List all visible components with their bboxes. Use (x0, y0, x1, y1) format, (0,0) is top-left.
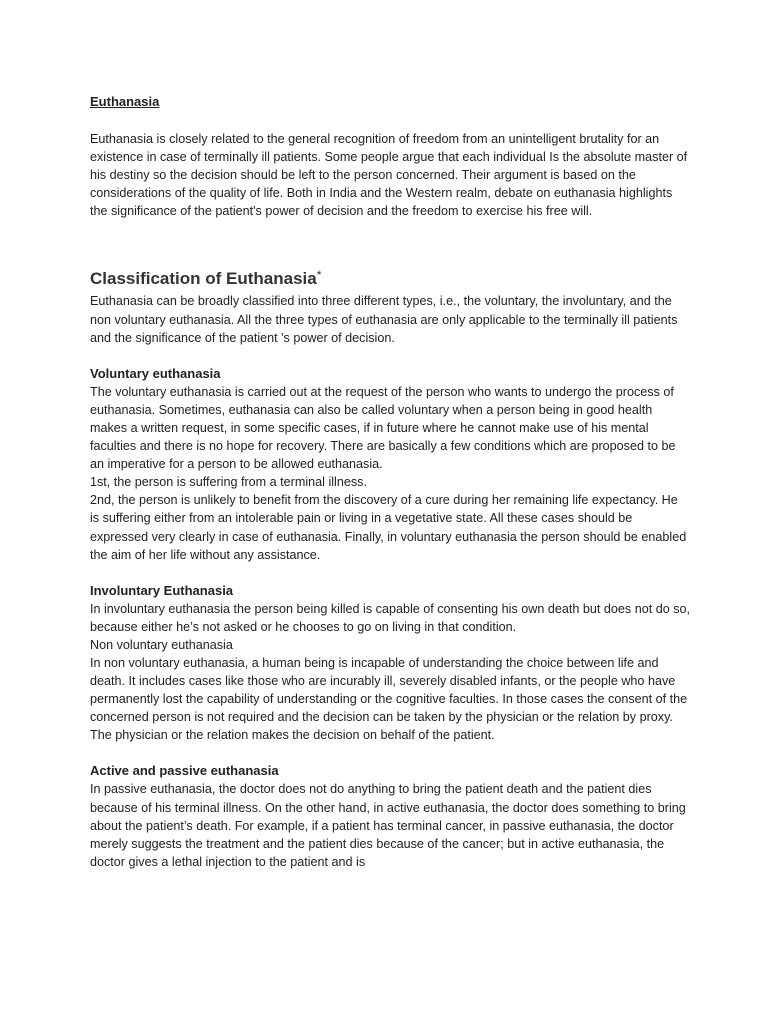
involuntary-heading: Involuntary Euthanasia (90, 582, 234, 598)
classification-heading (90, 264, 690, 290)
voluntary-heading: Voluntary euthanasia (90, 365, 221, 381)
document-page (90, 93, 690, 871)
classification-paragraph: Euthanasia can be broadly classified into three different types, i.e., the voluntary, the involuntary, and the non voluntary euthanasia. All the three types of euthanasia are only applicable to the terminally ill patients and the significance of the patient 's power of decision. (90, 294, 678, 345)
non-voluntary-heading: Non voluntary euthanasia (90, 637, 233, 652)
involuntary-paragraph: In involuntary euthanasia the person being killed is capable of consenting his own death but does not do so, because either he’s not asked or he chooses to go on living in that condition. (90, 601, 691, 634)
voluntary-paragraph-2: 1st, the person is suffering from a terminal illness. (90, 475, 367, 490)
voluntary-section (90, 365, 690, 564)
classification-heading-text: Classification of Euthanasia (90, 269, 317, 289)
active-passive-paragraph: In passive euthanasia, the doctor does not do anything to bring the patient death and the patient dies because of his terminal illness. On the other hand, in active euthanasia, the doctor does something to bring about the patient’s death. For example, if a patient has terminal cancer, in passive euthanasia, the doctor merely suggests the treatment and the patient dies because of the cancer; but in active euthanasia, the doctor gives a lethal injection to the patient and is (90, 782, 686, 869)
voluntary-paragraph-1: The voluntary euthanasia is carried out at the request of the person who wants to undergo the process of euthanasia. Sometimes, euthanasia can also be called voluntary when a person being in good health makes a written request, in some specific cases, if in future where he cannot make use of his mental faculties and there is no hope for recovery. There are basically a few conditions which are proposed to be an imperative for a person to be allowed euthanasia. (90, 384, 676, 472)
active-passive-section (90, 762, 690, 870)
classification-section (90, 264, 690, 346)
footnote-marker: * (316, 268, 322, 283)
non-voluntary-paragraph: In non voluntary euthanasia, a human being is incapable of understanding the choice between life and death. It includes cases like those who are incurably ill, severely disabled infants, or the people who have permanently lost the capability of understanding or the cognitive faculties. In those cases the consent of the concerned person is not required and the decision can be taken by the physician or the relation by proxy. The physician or the relation makes the decision on behalf of the patient. (90, 655, 688, 743)
voluntary-paragraph-3: 2nd, the person is unlikely to benefit from the discovery of a cure during her remaining life expectancy. He is suffering either from an intolerable pain or living in a vegetative state. All these cases should be expressed very clearly in case of euthanasia. Finally, in voluntary euthanasia the person should be enabled the aim of her life without any assistance. (90, 493, 687, 562)
intro-paragraph: Euthanasia is closely related to the general recognition of freedom from an unintelligent brutality for an existence in case of terminally ill patients. Some people argue that each individual Is the absolute master of his destiny so the decision should be left to the person concerned. Their argument is based on the considerations of the quality of life. Both in India and the Western realm, debate on euthanasia highlights the significance of the patient's power of decision and the freedom to exercise his free will. (90, 132, 688, 219)
involuntary-section (90, 582, 690, 745)
document-title: Euthanasia (90, 94, 160, 109)
active-passive-heading: Active and passive euthanasia (90, 763, 279, 779)
